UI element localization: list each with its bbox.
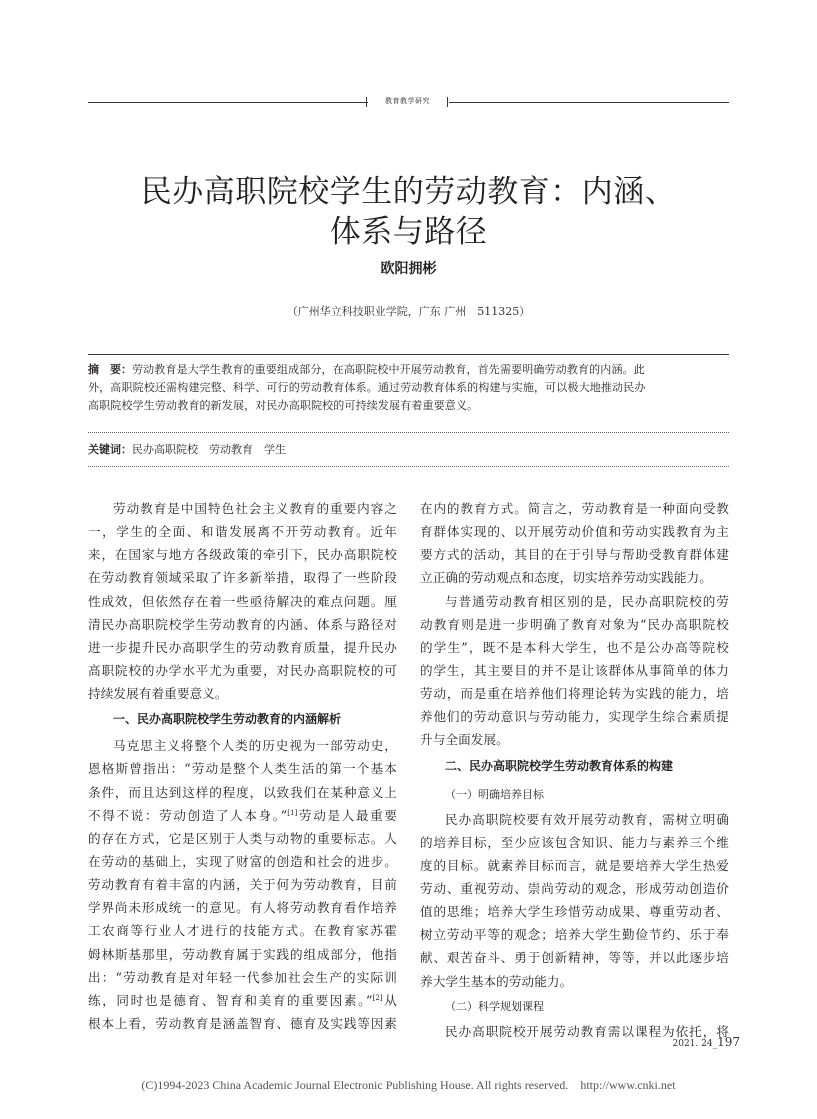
body-line: 的学生”，既不是本科大学生，也不是公办高等院校 xyxy=(420,639,729,655)
body-line: 在内的教育方式。简言之，劳动教育是一种面向受教 xyxy=(420,501,729,516)
body-line: 的学生，其主要目的并不是让该群体从事简单的体力 xyxy=(420,662,729,678)
body-line: 工农商等行业人才进行的技能方式。在教育家苏霍 xyxy=(88,923,397,939)
citation-2: [2] xyxy=(372,993,383,1002)
body-line: 根本上看，劳动教育是涵盖智育、德育及实践等因素 xyxy=(88,1015,397,1031)
article-title xyxy=(120,172,697,252)
body-line: 要方式的活动，其目的在于引导与帮助受教育群体建 xyxy=(420,547,729,563)
abstract-label: 摘 要： xyxy=(88,363,132,376)
body-line: 育群体实现的、以开展劳动价值和劳动实践教育为主 xyxy=(420,524,729,540)
citation-1: [1] xyxy=(287,808,298,817)
section-heading-1: 一、民办高职院校学生劳动教育的内涵解析 xyxy=(113,712,342,727)
body-line: 与普通劳动教育相区别的是，民办高职院校的劳 xyxy=(445,593,729,609)
abstract-line xyxy=(88,361,729,379)
keywords xyxy=(88,441,729,459)
body-line: 劳动、重视劳动、崇尚劳动的观念，形成劳动创造价 xyxy=(420,880,729,896)
page-number-value: 197 xyxy=(717,1035,740,1049)
subheading-1: （一）明确培养目标 xyxy=(445,787,544,801)
body-line: 高职院校的办学水平尤为重要，对民办高职院校的可 xyxy=(88,662,397,678)
body-line: 出：“劳动教育是对年轻一代参加社会生产的实际训 xyxy=(88,969,397,985)
body-line: 持续发展有着重要意义。 xyxy=(88,686,228,702)
body-line: 值的思维；培养大学生珍惜劳动成果、尊重劳动者、 xyxy=(420,904,729,920)
body-line: 劳动教育有着丰富的内涵，关于何为劳动教育，目前 xyxy=(88,877,397,893)
body-line: 动教育则是进一步明确了教育对象为“民办高职院校 xyxy=(420,616,729,632)
body-text: 不得不说：劳动创造了人本身。” xyxy=(88,807,288,823)
body-text: 练，同时也是德育、智育和美育的重要因素。” xyxy=(88,992,373,1008)
abstract-top-rule xyxy=(88,354,729,355)
body-text: 劳动是人最重要 xyxy=(297,807,397,823)
body-line: 献、艰苦奋斗、勇于创新精神，等等，并以此逐步培 xyxy=(420,950,729,966)
body-line: 的培养目标，至少应该包含知识、能力与素养三个维 xyxy=(420,834,729,850)
keywords-text: 民办高职院校 劳动教育 学生 xyxy=(132,443,286,456)
body-line xyxy=(88,804,397,827)
body-line: 立正确的劳动观点和态度，切实培养劳动实践能力。 xyxy=(420,570,712,586)
body-line: 民办高职院校开展劳动教育需以课程为依托，将 xyxy=(445,1023,729,1039)
body-line: 养他们的劳动意识与劳动能力，实现学生综合素质提 xyxy=(420,709,729,725)
abstract-line: 高职院校学生劳动教育的新发展，对民办高职院校的可持续发展有着重要意义。 xyxy=(88,399,479,412)
body-line: 民办高职院校要有效开展劳动教育，需树立明确 xyxy=(445,811,729,827)
body-line: 树立劳动平等的观念；培养大学生勤俭节约、乐于奉 xyxy=(420,927,729,943)
body-column-right xyxy=(420,497,729,1043)
running-head: 教育教学研究 xyxy=(385,97,430,105)
body-line xyxy=(88,989,397,1012)
body-line: 升与全面发展。 xyxy=(420,732,509,748)
abstract-line: 外，高职院校还需构建完整、科学、可行的劳动教育体系。通过劳动教育体系的构建与实施，可以极大地推动民办 xyxy=(88,381,646,394)
body-line: 马克思主义将整个人类的历史视为一部劳动史， xyxy=(113,738,397,754)
body-line: 劳动，而是重在培养他们将理论转为实践的能力，培 xyxy=(420,686,729,702)
body-line: 恩格斯曾指出：“劳动是整个人类生活的第一个基本 xyxy=(88,761,397,777)
body-line: 条件，而且达到这样的程度，以致我们在某种意义上 xyxy=(88,784,397,800)
keywords-divider xyxy=(88,466,729,467)
title-line-1: 民办高职院校学生的劳动教育：内涵、 xyxy=(140,174,677,210)
body-line: 性成效，但依然存在着一些亟待解决的难点问题。厘 xyxy=(88,593,397,609)
title-line-2: 体系与路径 xyxy=(329,214,488,250)
issue-number: 2021. 24_ xyxy=(672,1039,718,1049)
body-line: 来，在国家与地方各级政策的牵引下，民办高职院校 xyxy=(88,547,397,563)
header-rule-left xyxy=(88,102,368,103)
body-line: 进一步提升民办高职学生的劳动教育质量，提升民办 xyxy=(88,639,397,655)
header-rule-tick-left xyxy=(366,97,367,107)
body-column-left xyxy=(88,497,397,1035)
keywords-label: 关键词： xyxy=(88,443,132,456)
body-line: 的存在方式，它是区别于人类与动物的重要标志。人 xyxy=(88,830,397,846)
author-affiliation: （广州华立科技职业学院，广东 广州 511325） xyxy=(286,305,531,318)
body-text: 从 xyxy=(382,992,397,1008)
body-line: 度的目标。就素养目标而言，就是要培养大学生热爱 xyxy=(420,857,729,873)
abstract-text: 劳动教育是大学生教育的重要组成部分，在高职院校中开展劳动教育，首先需要明确劳动教育的内涵。此 xyxy=(132,363,645,376)
body-line: 劳动教育是中国特色社会主义教育的重要内容之 xyxy=(113,501,397,516)
body-line: 一，学生的全面、和谐发展离不开劳动教育。近年 xyxy=(88,524,397,540)
abstract xyxy=(88,361,729,415)
author-name: 欧阳拥彬 xyxy=(380,261,437,277)
body-line: 养大学生基本的劳动能力。 xyxy=(420,973,573,989)
body-line: 学界尚未形成统一的意见。有人将劳动教育看作培养 xyxy=(88,900,397,916)
body-line: 姆林斯基那里，劳动教育属于实践的组成部分，他指 xyxy=(88,946,397,962)
header-rule-right xyxy=(449,102,729,103)
section-heading-2: 二、民办高职院校学生劳动教育体系的构建 xyxy=(445,758,674,773)
abstract-divider xyxy=(88,432,729,433)
subheading-2: （二）科学规划课程 xyxy=(445,999,544,1013)
copyright-footer: (C)1994-2023 China Academic Journal Electronic Publishing House. All rights reserved. http://www.cnki.net xyxy=(141,1078,676,1092)
body-line: 在劳动的基础上，实现了财富的创造和社会的进步。 xyxy=(88,853,397,869)
body-line: 清民办高职院校学生劳动教育的内涵、体系与路径对 xyxy=(88,616,397,632)
body-line: 在劳动教育领域采取了许多新举措，取得了一些阶段 xyxy=(88,570,397,586)
page-number xyxy=(660,1035,740,1049)
